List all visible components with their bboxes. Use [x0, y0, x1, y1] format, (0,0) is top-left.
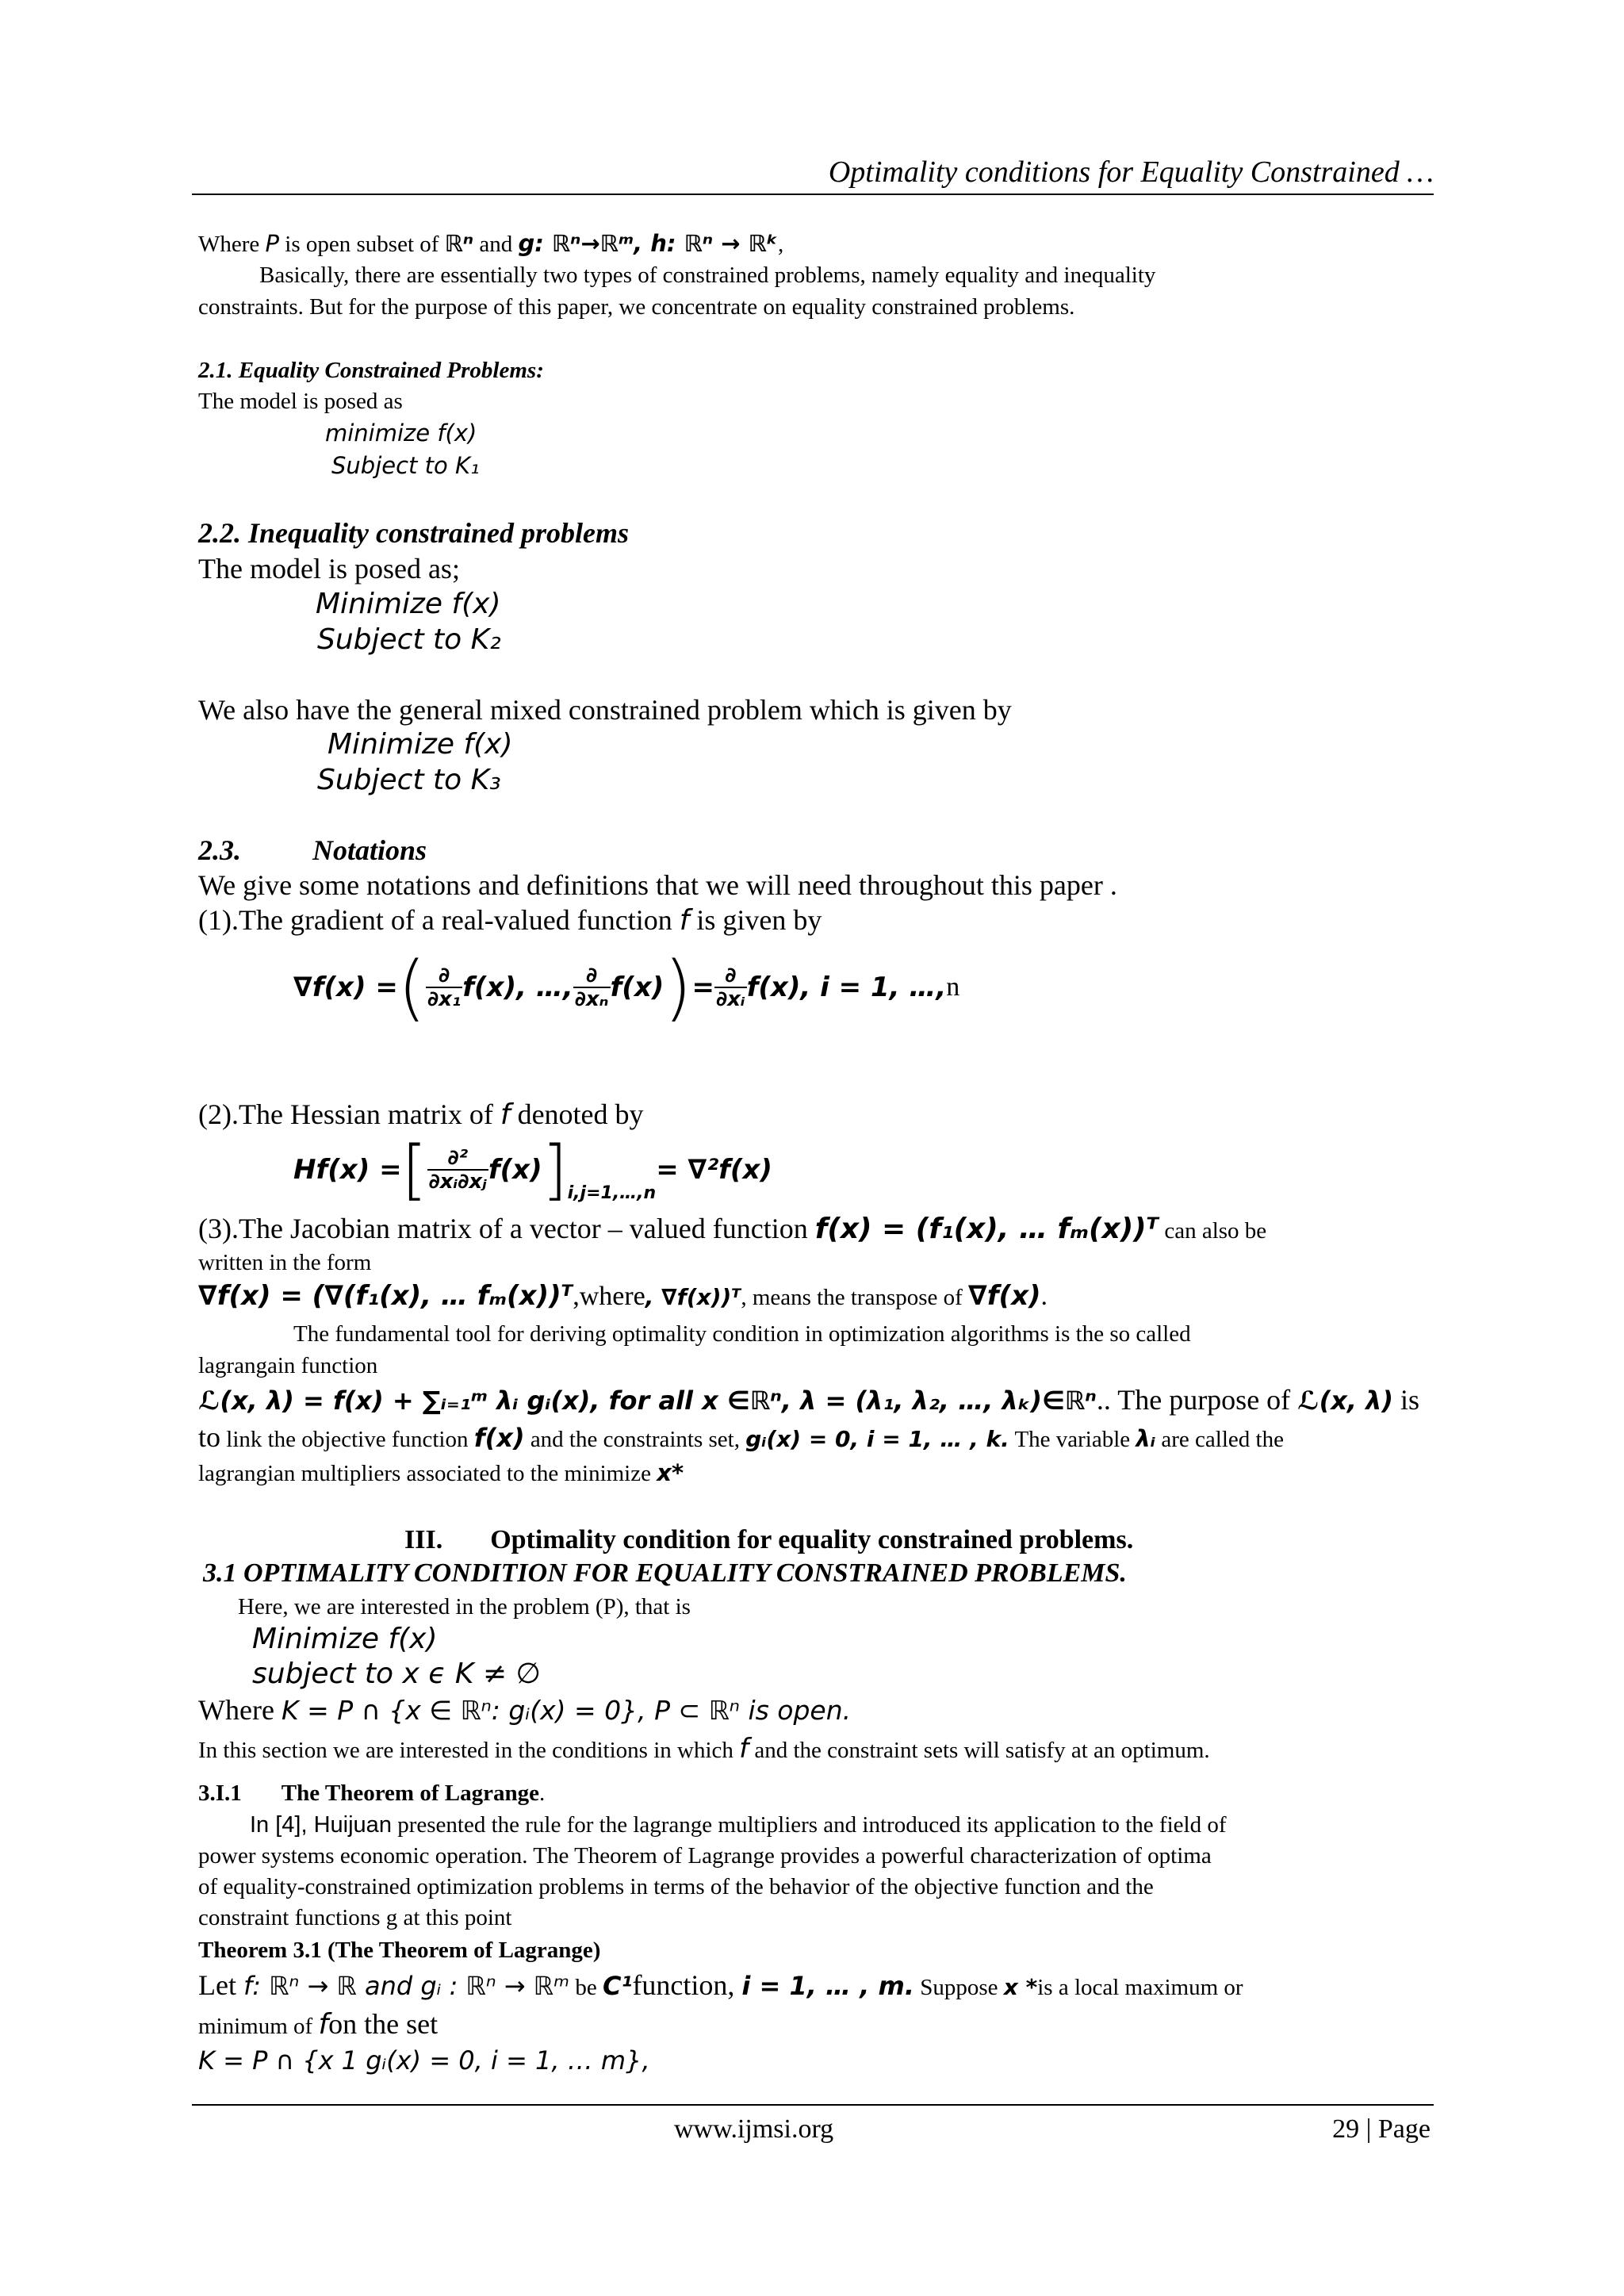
text: are called the [1155, 1427, 1284, 1452]
heading-text: Optimality condition for equality constrained problems. [490, 1525, 1134, 1554]
notation-item-1 [198, 903, 822, 938]
fraction [714, 964, 747, 1010]
text: is given by [689, 904, 822, 936]
num: ∂ [426, 964, 462, 988]
theorem-3-1-heading: Theorem 3.1 (The Theorem of Lagrange) [198, 1938, 601, 1963]
section-3-1-heading: 3.1 OPTIMALITY CONDITION FOR EQUALITY CONSTRAINED PROBLEMS. [203, 1558, 1127, 1588]
math: ℒ(x, λ) = f(x) + ∑ᵢ₌₁ᵐ λᵢ gᵢ(x), for all x ∈ℝⁿ, λ = (λ₁, λ₂, …, λₖ)∈ℝⁿ [198, 1386, 1097, 1416]
intro-para-line-1: Basically, there are essentially two types of constrained problems, namely equality and inequality [259, 263, 1156, 288]
math: K = P ∩ {x ∈ ℝⁿ: gᵢ(x) = 0}, P ⊂ ℝⁿ is open. [281, 1695, 852, 1726]
text: .. The purpose of [1096, 1384, 1298, 1416]
math: ℝⁿ [444, 230, 474, 257]
math: f [318, 2008, 329, 2041]
math: , ∇f(x))ᵀ [645, 1284, 741, 1310]
text: Where [198, 232, 266, 257]
lagrange-para-1 [250, 1810, 1226, 1840]
link-line [198, 1420, 1284, 1457]
math: f [500, 1098, 511, 1131]
math: f(x) [488, 1154, 542, 1186]
lagrange-para-4: constraint functions g at this point [198, 1905, 512, 1930]
math: λᵢ [1136, 1425, 1156, 1452]
math: C¹ [602, 1971, 633, 2001]
den: ∂x₁ [427, 987, 462, 1011]
gradient-formula [293, 940, 959, 1035]
text: is open subset of [279, 232, 445, 257]
section-3-heading [404, 1523, 1133, 1558]
fraction [426, 964, 462, 1010]
theorem-minimum-line [198, 2007, 438, 2044]
notation-item-3-cont: written in the form [198, 1250, 372, 1275]
den: ∂xₙ [574, 987, 609, 1011]
heading-text: The Theorem of Lagrange [281, 1780, 539, 1806]
section-2-2-posed: The model is posed as; [198, 553, 460, 585]
lagrange-para-2: power systems economic operation. The Theorem of Lagrange provides a powerful characterization of optima [198, 1843, 1212, 1869]
num: ∂ [714, 964, 747, 988]
section-2-2-math-3: Minimize f(x) [327, 728, 513, 761]
text: ,where [573, 1282, 645, 1311]
heading-number: III. [404, 1525, 443, 1554]
section-2-2-heading: 2.2. Inequality constrained problems [198, 517, 630, 549]
paren: ( [397, 945, 426, 1029]
text: Where [198, 1694, 282, 1726]
footer-site: www.ijmsi.org [674, 2114, 834, 2144]
math: f [739, 1733, 749, 1765]
math: f(x) = (f₁(x), … fₘ(x))ᵀ [814, 1213, 1159, 1245]
text: The variable [1009, 1427, 1136, 1452]
text: to [198, 1421, 221, 1453]
lagrange-para-3: of equality-constrained optimization problems in terms of the behavior of the objective function and the [198, 1874, 1154, 1899]
math: = [691, 972, 714, 1003]
text: , means the transpose of [741, 1285, 969, 1310]
notation-item-2 [198, 1097, 644, 1133]
section-3-1-math-2: subject to x ϵ K ≠ ∅ [252, 1658, 541, 1690]
section-3-1-where [198, 1692, 851, 1728]
text: Suppose [914, 1975, 1004, 2000]
den: ∂xᵢ [715, 987, 745, 1011]
text: link the objective function [220, 1427, 474, 1452]
section-2-2-math-4: Subject to K₃ [317, 764, 501, 796]
math: = ∇²f(x) [656, 1154, 772, 1186]
text: minimum of [198, 2014, 319, 2039]
text: and [473, 232, 519, 257]
text: . [1040, 1282, 1048, 1311]
bracket: ] [542, 1132, 568, 1208]
intro-where-line [198, 228, 783, 259]
heading-number: 3.I.1 [198, 1780, 242, 1806]
section-3-1-math-1: Minimize f(x) [252, 1623, 438, 1655]
text: presented the rule for the lagrange multipliers and introduced its application to the field of [391, 1812, 1227, 1838]
text: , [777, 232, 784, 257]
text: and the constraints set, [524, 1427, 746, 1452]
text: In [4], Huijuan [250, 1812, 392, 1838]
section-2-2-mixed: We also have the general mixed constrained problem which is given by [198, 694, 1012, 726]
footer-rule [192, 2104, 1434, 2106]
math: f(x), …, [462, 972, 573, 1003]
intro-para-line-2: constraints. But for the purpose of this paper, we concentrate on equality constrained problems. [198, 294, 1075, 320]
section-2-1-math-2: Subject to K₁ [331, 452, 480, 479]
theorem-let-line [198, 1967, 1243, 2006]
text: n [946, 972, 960, 1002]
math: f(x), i = 1, …, [746, 972, 947, 1003]
section-3-1-here: Here, we are interested in the problem (P), that is [238, 1594, 691, 1619]
section-2-2-math-1: Minimize f(x) [316, 588, 501, 620]
text: . [538, 1780, 546, 1806]
section-2-1-math-1: minimize f(x) [325, 420, 477, 447]
section-2-3-heading [198, 833, 427, 868]
fraction [427, 1147, 488, 1193]
text: (2).The Hessian matrix of [198, 1098, 500, 1130]
math: f [679, 904, 690, 937]
hessian-formula [293, 1130, 772, 1209]
math: ∇f(x) = [293, 972, 398, 1003]
math: gᵢ(x) = 0, i = 1, … , k. [745, 1426, 1009, 1452]
num: ∂ [573, 964, 611, 988]
theorem-k-set: K = P ∩ {x 1 gᵢ(x) = 0, i = 1, … m}, [198, 2045, 650, 2076]
section-2-1-heading: 2.1. Equality Constrained Problems: [198, 358, 544, 383]
math: Hf(x) = [293, 1154, 402, 1186]
text: is [1393, 1384, 1420, 1416]
text: lagrangian multipliers associated to the minimize [198, 1461, 657, 1486]
notations-intro: We give some notations and definitions that we will need throughout this paper . [198, 869, 1117, 901]
math: ∇f(x) = (∇(f₁(x), … fₘ(x))ᵀ [198, 1280, 573, 1312]
text: function, [632, 1969, 742, 2001]
math: f(x) [610, 972, 665, 1003]
text: and the constraint sets will satisfy at an optimum. [749, 1738, 1210, 1763]
math: f(x) [473, 1423, 525, 1453]
section-2-1-posed: The model is posed as [198, 389, 403, 414]
text: In this section we are interested in the conditions in which [198, 1738, 740, 1763]
section-2-2-math-2: Subject to K₂ [317, 623, 501, 656]
text: be [569, 1975, 603, 2000]
math: ∇f(x) [968, 1280, 1041, 1312]
text: (1).The gradient of a real-valued function [198, 904, 680, 936]
den: ∂xᵢ∂xⱼ [428, 1170, 487, 1194]
heading-text: Notations [312, 834, 427, 866]
section-3-1-1-heading [198, 1778, 545, 1808]
text: on the set [328, 2008, 439, 2040]
footer-page: 29 | Page [1332, 2114, 1431, 2144]
text: can also be [1159, 1218, 1267, 1244]
heading-number: 2.3. [198, 834, 241, 866]
num: ∂² [427, 1147, 488, 1171]
lagrangian-line [198, 1382, 1419, 1419]
text: is a local maximum or [1037, 1975, 1243, 2000]
math: ℒ(x, λ) [1297, 1386, 1394, 1416]
fraction [573, 964, 611, 1010]
text: (3).The Jacobian matrix of a vector – valued function [198, 1213, 815, 1244]
fundamental-line-2: lagrangain function [198, 1353, 378, 1378]
jacobian-line [198, 1278, 1048, 1315]
multipliers-line [198, 1458, 684, 1489]
text: denoted by [510, 1098, 644, 1130]
math: i,j=1,…,n [567, 1183, 657, 1203]
math: x* [657, 1459, 684, 1486]
math: i = 1, … , m. [741, 1971, 914, 2001]
section-3-1-insection [198, 1734, 1210, 1765]
fundamental-line-1: The fundamental tool for deriving optimality condition in optimization algorithms is the so called [293, 1321, 1191, 1347]
math: f: ℝⁿ → ℝ and gᵢ : ℝⁿ → ℝᵐ [243, 1971, 570, 2001]
paren: ) [664, 945, 692, 1029]
header-rule [192, 194, 1434, 195]
math: P [265, 230, 280, 257]
bracket: [ [401, 1132, 427, 1208]
running-header: Optimality conditions for Equality Constrained … [828, 155, 1434, 189]
text: Let [198, 1969, 243, 2001]
math: g: ℝⁿ→ℝᵐ, h: ℝⁿ → ℝᵏ [518, 230, 778, 257]
notation-item-3 [198, 1211, 1266, 1248]
math: x * [1003, 1974, 1038, 2000]
